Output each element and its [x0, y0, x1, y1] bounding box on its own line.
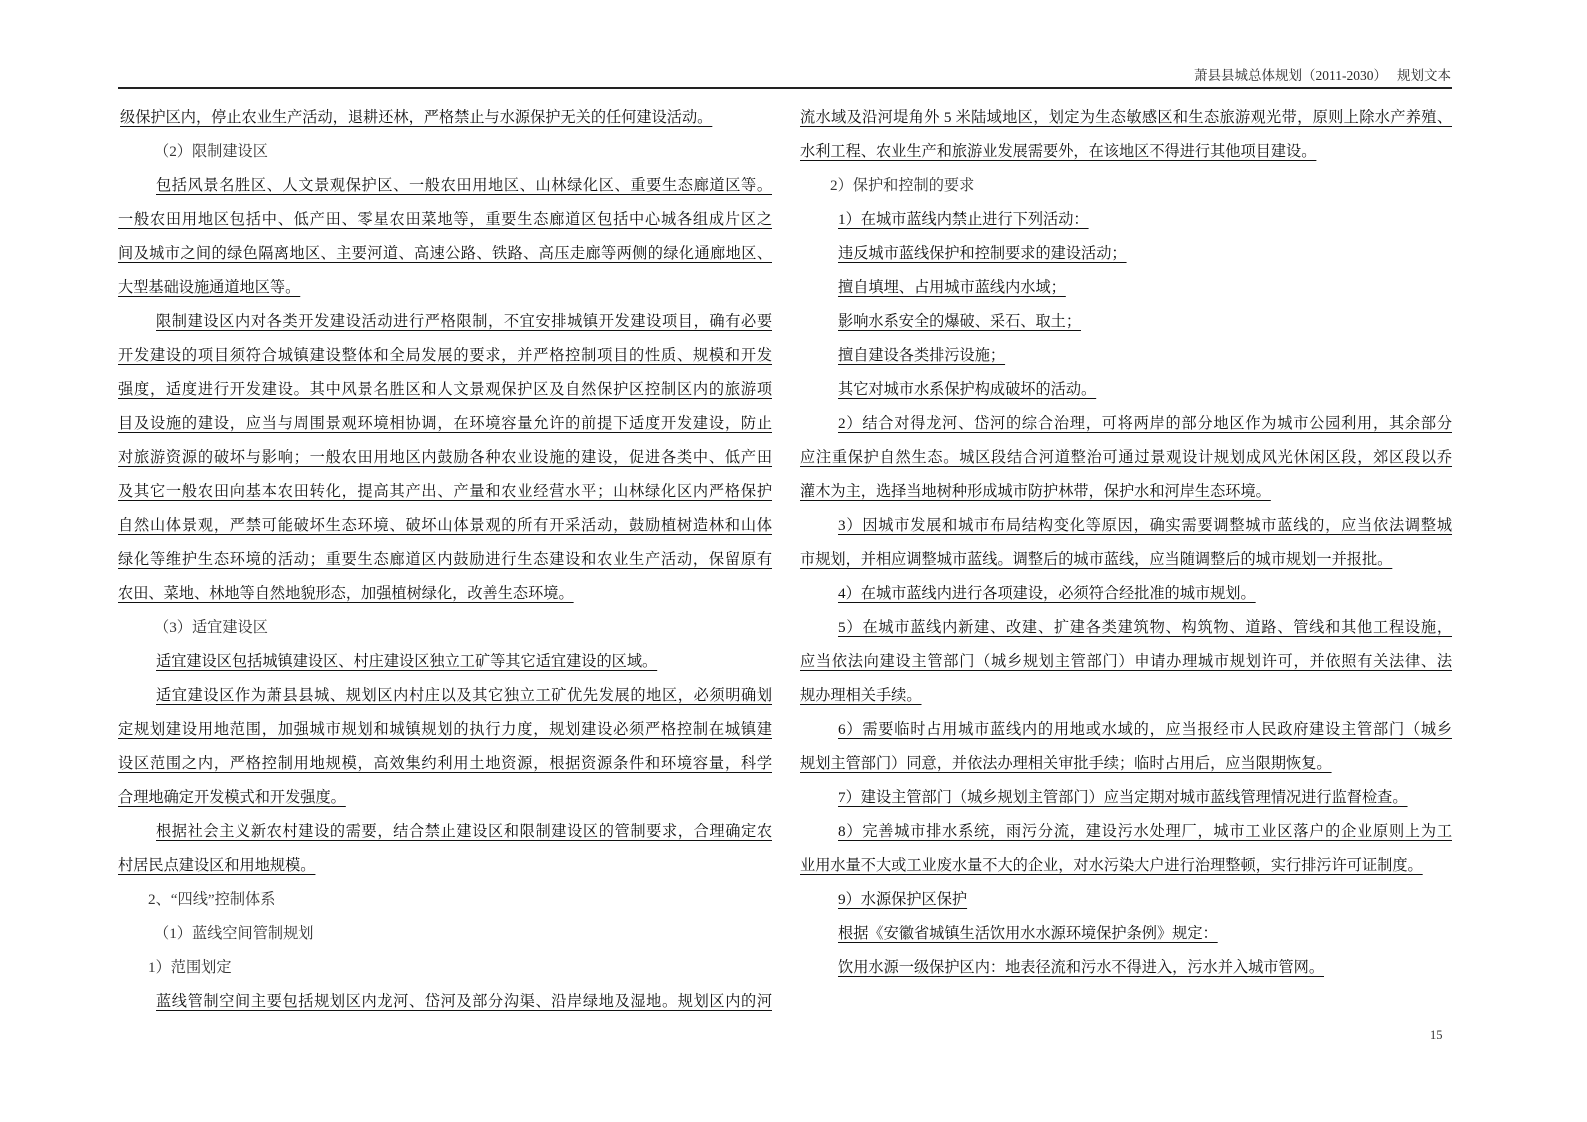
body-text-line: 及其它一般农田向基本农田转化，提高其产出、产量和农业经营水平；山林绿化区内严格保护	[118, 483, 772, 500]
body-text-line: 违反城市蓝线保护和控制要求的建设活动；	[838, 245, 1127, 262]
body-text-line: 擅自填埋、占用城市蓝线内水域；	[838, 279, 1066, 296]
body-text-line: 大型基础设施通道地区等。	[118, 279, 301, 296]
header-rule	[118, 87, 1452, 89]
body-text-line: 包括风景名胜区、人文景观保护区、一般农田用地区、山林绿化区、重要生态廊道区等。	[156, 177, 772, 194]
body-text-line: 业用水量不大或工业废水量不大的企业，对水污染大户进行治理整顿，实行排污许可证制度。	[800, 857, 1423, 874]
body-text-line: 1）在城市蓝线内禁止进行下列活动：	[838, 211, 1089, 228]
body-text-line: 间及城市之间的绿色隔离地区、主要河道、高速公路、铁路、高压走廊等两侧的绿化通廊地区、	[118, 245, 772, 262]
body-text-line: 限制建设区内对各类开发建设活动进行严格限制，不宜安排城镇开发建设项目，确有必要	[156, 313, 772, 330]
right-column	[800, 101, 1452, 985]
body-text-line: 应当依法向建设主管部门（城乡规划主管部门）申请办理城市规划许可，并依照有关法律、法	[800, 653, 1452, 670]
body-text-line: 6）需要临时占用城市蓝线内的用地或水域的，应当报经市人民政府建设主管部门（城乡	[838, 721, 1452, 738]
body-text-line: 级保护区内，停止农业生产活动，退耕还林，严格禁止与水源保护无关的任何建设活动。	[120, 109, 713, 126]
body-text-line: 蓝线管制空间主要包括规划区内龙河、岱河及部分沟渠、沿岸绿地及湿地。规划区内的河	[156, 993, 772, 1010]
body-text-line: 强度，适度进行开发建设。其中风景名胜区和人文景观保护区及自然保护区控制区内的旅游项	[118, 381, 772, 398]
body-text-line: 流水域及沿河堤角外 5 米陆域地区，划定为生态敏感区和生态旅游观光带，原则上除水产养殖、	[800, 109, 1452, 126]
body-text-line: 设区范围之内，严格控制用地规模，高效集约利用土地资源，根据资源条件和环境容量，科学	[118, 755, 772, 772]
body-text-line: 合理地确定开发模式和开发强度。	[118, 789, 346, 806]
body-text-line: 对旅游资源的破坏与影响；一般农田用地区内鼓励各种农业设施的建设，促进各类中、低产田	[118, 449, 772, 466]
body-text-line: 适宜建设区作为萧县县城、规划区内村庄以及其它独立工矿优先发展的地区，必须明确划	[156, 687, 772, 704]
body-text-line: 农田、菜地、林地等自然地貌形态，加强植树绿化，改善生态环境。	[118, 585, 574, 602]
body-text-line: 5）在城市蓝线内新建、改建、扩建各类建筑物、构筑物、道路、管线和其他工程设施，	[838, 619, 1452, 636]
body-text-line: 根据《安徽省城镇生活饮用水水源环境保护条例》规定：	[838, 925, 1218, 942]
body-text-line: 定规划建设用地范围，加强城市规划和城镇规划的执行力度，规划建设必须严格控制在城镇建	[118, 721, 772, 738]
body-text-line: 一般农田用地区包括中、低产田、零星农田菜地等，重要生态廊道区包括中心城各组成片区之	[118, 211, 772, 228]
body-text-line: 绿化等维护生态环境的活动；重要生态廊道区内鼓励进行生态建设和农业生产活动，保留原有	[118, 551, 772, 568]
body-text-line: 7）建设主管部门（城乡规划主管部门）应当定期对城市蓝线管理情况进行监督检查。	[838, 789, 1408, 806]
body-text-line: 其它对城市水系保护构成破坏的活动。	[838, 381, 1097, 398]
body-text-line: 市规划，并相应调整城市蓝线。调整后的城市蓝线，应当随调整后的城市规划一并报批。	[800, 551, 1393, 568]
page-number: 15	[1430, 1028, 1443, 1042]
body-text-line: 适宜建设区包括城镇建设区、村庄建设区独立工矿等其它适宜建设的区域。	[156, 653, 658, 670]
section-heading: 2、“四线”控制体系	[148, 891, 276, 908]
subsection-heading: 1）范围划定	[148, 959, 232, 976]
document-title: 萧县县城总体规划（2011-2030）	[1194, 68, 1387, 83]
body-text-line: 规办理相关手续。	[800, 687, 922, 704]
body-text-line: 开发建设的项目须符合城镇建设整体和全局发展的要求，并严格控制项目的性质、规模和开发	[118, 347, 772, 364]
body-text-line: 水利工程、农业生产和旅游业发展需要外，在该地区不得进行其他项目建设。	[800, 143, 1317, 160]
section-heading: （3）适宜建设区	[154, 619, 268, 636]
body-text-line: 3）因城市发展和城市布局结构变化等原因，确实需要调整城市蓝线的，应当依法调整城	[838, 517, 1452, 534]
document-type: 规划文本	[1397, 68, 1451, 83]
body-text-line: 2）结合对得龙河、岱河的综合治理，可将两岸的部分地区作为城市公园利用，其余部分	[838, 415, 1452, 432]
left-column	[118, 101, 772, 1019]
body-text-line: 4）在城市蓝线内进行各项建设，必须符合经批准的城市规划。	[838, 585, 1256, 602]
body-text-line: 自然山体景观，严禁可能破坏生态环境、破坏山体景观的所有开采活动，鼓励植树造林和山体	[118, 517, 772, 534]
body-text-line: 村居民点建设区和用地规模。	[118, 857, 316, 874]
body-text-line: 目及设施的建设，应当与周围景观环境相协调，在环境容量允许的前提下适度开发建设，防止	[118, 415, 772, 432]
body-text-line: 灌木为主，选择当地树种形成城市防护林带，保护水和河岸生态环境。	[800, 483, 1271, 500]
body-text-line: 擅自建设各类排污设施；	[838, 347, 1006, 364]
body-text-line: 影响水系安全的爆破、采石、取土；	[838, 313, 1081, 330]
body-text-line: 规划主管部门）同意，并依法办理相关审批手续；临时占用后，应当限期恢复。	[800, 755, 1332, 772]
body-text-line: 应注重保护自然生态。城区段结合河道整治可通过景观设计规划成风光休闲区段，郊区段以乔	[800, 449, 1452, 466]
body-text-line: 8）完善城市排水系统，雨污分流，建设污水处理厂，城市工业区落户的企业原则上为工	[838, 823, 1452, 840]
subsection-heading: 2）保护和控制的要求	[830, 177, 975, 194]
running-header	[1194, 64, 1451, 84]
body-text-line: 根据社会主义新农村建设的需要，结合禁止建设区和限制建设区的管制要求，合理确定农	[156, 823, 772, 840]
body-text-line: 9）水源保护区保护	[838, 891, 968, 908]
body-text-line: 饮用水源一级保护区内：地表径流和污水不得进入，污水并入城市管网。	[838, 959, 1324, 976]
subsection-heading: （1）蓝线空间管制规划	[154, 925, 314, 942]
section-heading: （2）限制建设区	[154, 143, 268, 160]
